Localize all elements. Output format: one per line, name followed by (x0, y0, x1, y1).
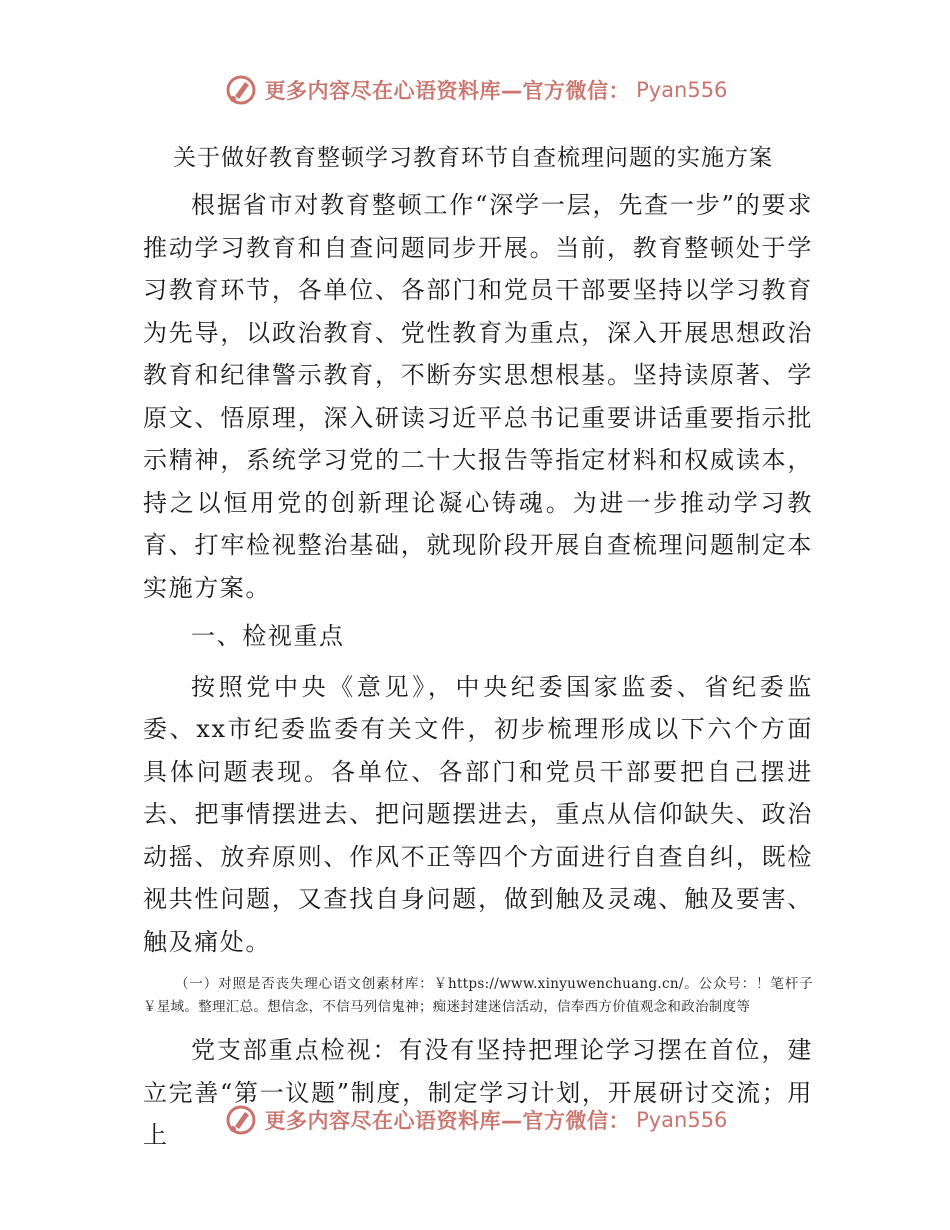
section-heading-1: 一、检视重点 (191, 622, 345, 650)
paragraph-intro: 根据省市对教育整顿工作“深学一层，先查一步”的要求推动学习教育和自查问题同步开展。当前，教育整顿处于学习教育环节，各单位、各部门和党员干部要坚持以学习教育为先导，以政治教育、党性教育为重点，深入开展思想政治教育和纪律警示教育，不断夯实思想根基。坚持读原著、学原文、悟原理，深入研读习近平总书记重要讲话重要指示批示精神，系统学习党的二十大报告等指定材料和权威读本，持之以恒用党的创新理论凝心铸魂。为进一步推动学习教育、打牢检视整治基础，就现阶段开展自查梳理问题制定本实施方案。 (143, 191, 813, 602)
footer-banner (0, 1098, 950, 1142)
pen-nib-circle-icon (223, 72, 259, 108)
paragraph-section-1: 按照党中央《意见》，中央纪委国家监委、省纪委监委、xx市纪委监委有关文件，初步梳理形成以下六个方面具体问题表现。各单位、各部门和党员干部要把自己摆进去、把事情摆进去、把问题摆进去，重点从信仰缺失、政治动摇、放弃原则、作风不正等四个方面进行自查自纠，既检视共性问题，又查找自身问题，做到触及灵魂、触及要害、触及痛处。 (143, 672, 813, 956)
banner-wechat-id: Pyan556 (636, 78, 728, 102)
banner-text: 更多内容尽在心语资料库—官方微信： (264, 79, 631, 103)
banner-text: 更多内容尽在心语资料库—官方微信： (264, 1109, 631, 1133)
document-body (143, 136, 813, 1157)
paragraph-party-branch: 党支部重点检视：有没有坚持把理论学习摆在首位，建立完善“第一议题”制度，制定学习计划，开展研讨交流；用上 (143, 1036, 813, 1149)
pen-nib-circle-icon (223, 1102, 259, 1138)
document-title: 关于做好教育整顿学习教育环节自查梳理问题的实施方案 (173, 145, 773, 171)
header-banner (0, 68, 950, 112)
banner-wechat-id: Pyan556 (636, 1108, 728, 1132)
inline-note: （一）对照是否丧失理心语文创素材库：￥https://www.xinyuwenchuang.cn/。公众号：！笔杆子￥星域。整理汇总。想信念，不信马列信鬼神；痴迷封建迷信活动，信奉西方价值观念和政治制度等 (143, 976, 813, 1015)
